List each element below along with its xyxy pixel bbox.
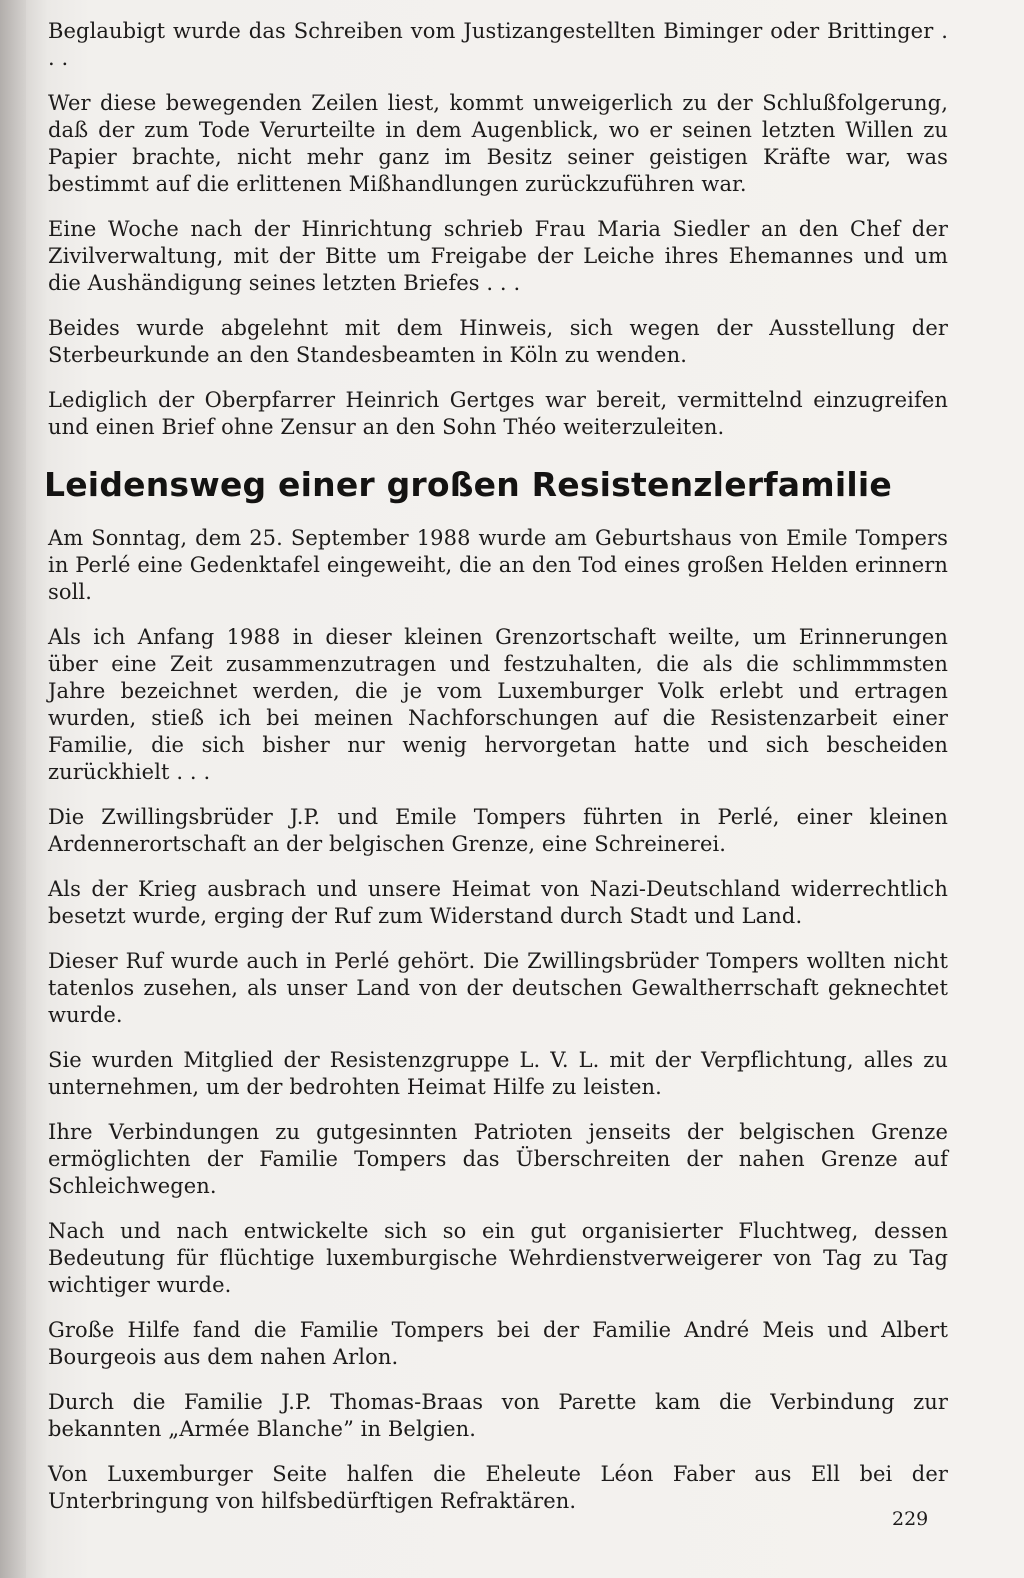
paragraph: Als ich Anfang 1988 in dieser kleinen Grenzortschaft weilte, um Erinnerungen über eine Zeit zusammenzutragen und festzuhalten, die als die schlimmmsten Jahre bezeichnet werden, die je vom Luxemburger Volk erlebt und ertragen wurden, stieß ich bei meinen Nachforschungen auf die Resistenzarbeit einer Familie, die sich bisher nur wenig hervorgetan hatte und sich bescheiden zurückhielt . . . bbox=[48, 625, 948, 784]
paragraph: Als der Krieg ausbrach und unsere Heimat von Nazi-Deutschland widerrechtlich besetzt wurde, erging der Ruf zum Widerstand durch Stadt und Land. bbox=[48, 877, 948, 928]
paragraph: Lediglich der Oberpfarrer Heinrich Gertges war bereit, vermittelnd einzugreifen und einen Brief ohne Zensur an den Sohn Théo weiterzuleiten. bbox=[48, 388, 948, 439]
paragraph: Beides wurde abgelehnt mit dem Hinweis, sich wegen der Ausstellung der Sterbeurkunde an den Standesbeamten in Köln zu wenden. bbox=[48, 316, 948, 367]
section-heading: Leidensweg einer großen Resistenzlerfamilie bbox=[44, 465, 892, 504]
paragraph: Nach und nach entwickelte sich so ein gut organisierter Fluchtweg, dessen Bedeutung für flüchtige luxemburgische Wehrdienstverweigerer von Tag zu Tag wichtiger wurde. bbox=[48, 1219, 948, 1297]
page-number: 229 bbox=[892, 1508, 929, 1530]
paragraph: Dieser Ruf wurde auch in Perlé gehört. Die Zwillingsbrüder Tompers wollten nicht tatenlos zusehen, als unser Land von der deutschen Gewaltherrschaft geknechtet wurde. bbox=[48, 949, 948, 1027]
page-body bbox=[44, 18, 948, 1533]
paragraph: Sie wurden Mitglied der Resistenzgruppe L. V. L. mit der Verpflichtung, alles zu unternehmen, um der bedrohten Heimat Hilfe zu leisten. bbox=[48, 1048, 948, 1099]
paragraph: Große Hilfe fand die Familie Tompers bei der Familie André Meis und Albert Bourgeois aus dem nahen Arlon. bbox=[48, 1318, 948, 1369]
paragraph: Wer diese bewegenden Zeilen liest, kommt unweigerlich zu der Schlußfolgerung, daß der zum Tode Verurteilte in dem Augenblick, wo er seinen letzten Willen zu Papier brachte, nicht mehr ganz im Besitz seiner geistigen Kräfte war, was bestimmt auf die erlittenen Mißhandlungen zurückzuführen war. bbox=[48, 91, 948, 196]
paragraph: Am Sonntag, dem 25. September 1988 wurde am Geburtshaus von Emile Tompers in Perlé eine Gedenktafel eingeweiht, die an den Tod eines großen Helden erinnern soll. bbox=[48, 526, 948, 604]
paragraph: Beglaubigt wurde das Schreiben vom Justizangestellten Biminger oder Brittinger . . . bbox=[48, 19, 948, 70]
paragraph: Die Zwillingsbrüder J.P. und Emile Tompers führten in Perlé, einer kleinen Ardennerortschaft an der belgischen Grenze, eine Schreinerei. bbox=[48, 805, 948, 856]
paragraph: Von Luxemburger Seite halfen die Eheleute Léon Faber aus Ell bei der Unterbringung von hilfsbedürftigen Refraktären. bbox=[48, 1462, 948, 1513]
book-spine-shadow bbox=[0, 0, 26, 1578]
paragraph: Ihre Verbindungen zu gutgesinnten Patrioten jenseits der belgischen Grenze ermöglichten der Familie Tompers das Überschreiten der nahen Grenze auf Schleichwegen. bbox=[48, 1120, 948, 1198]
paragraph: Eine Woche nach der Hinrichtung schrieb Frau Maria Siedler an den Chef der Zivilverwaltung, mit der Bitte um Freigabe der Leiche ihres Ehemannes und um die Aushändigung seines letzten Briefes . . . bbox=[48, 217, 948, 295]
paragraph: Durch die Familie J.P. Thomas-Braas von Parette kam die Verbindung zur bekannten „Armée Blanche” in Belgien. bbox=[48, 1390, 948, 1441]
